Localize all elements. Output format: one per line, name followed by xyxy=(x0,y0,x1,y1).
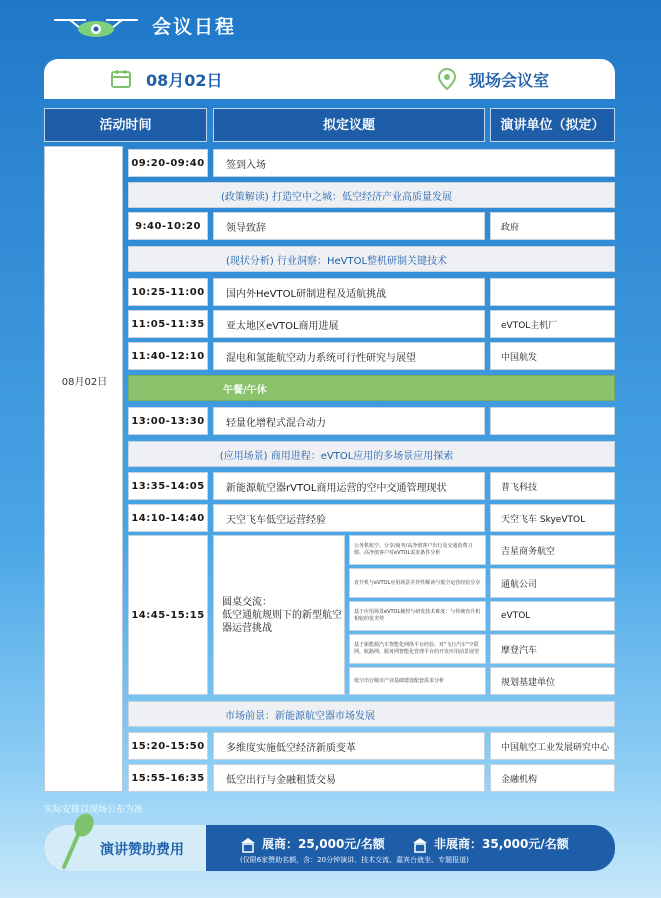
roundtable-speaker: 摩登汽车 xyxy=(490,634,615,664)
row-time: 13:35-14:05 xyxy=(128,472,208,500)
microphone-icon xyxy=(54,811,98,869)
roundtable-title-line: 圆桌交流： xyxy=(222,596,272,608)
roundtable-subtopic: 低空出行城市产业基础建设配套需求分析 xyxy=(349,667,486,695)
day-label: 08月02日 xyxy=(61,377,108,388)
row-topic: 混电和氢能航空动力系统可行性研究与展望 xyxy=(213,342,485,370)
section-header: (应用场景) 商用进程：eVTOL应用的多场景应用探索 xyxy=(128,441,615,467)
section-header: (政策解读) 打造空中之城：低空经济产业高质量发展 xyxy=(128,182,615,208)
row-time: 15:20-15:50 xyxy=(128,732,208,760)
row-time: 10:25-11:00 xyxy=(128,278,208,306)
row-speaker xyxy=(490,278,615,306)
roundtable-subtopic: 直升机与eVTOL应用场景差异性解读与低空运营经验分享 xyxy=(349,568,486,598)
row-topic: 多维度实施低空经济新质变革 xyxy=(213,732,485,760)
column-header-speaker: 演讲单位（拟定） xyxy=(490,108,615,142)
page-header xyxy=(0,0,661,52)
roundtable-subtopic: 公务机航空、分享/商务/高净值客户出行及交通消费习惯、高净值客户对eVTOL需求条件分析 xyxy=(349,535,486,565)
event-location: 现场会议室 xyxy=(469,71,550,90)
sponsor-bar xyxy=(44,825,615,871)
roundtable-title-line: 低空通航规则下的新型航空 xyxy=(222,609,342,621)
row-time: 09:20-09:40 xyxy=(128,149,208,177)
day-column xyxy=(44,146,123,792)
row-topic: 领导致辞 xyxy=(213,212,485,240)
roundtable-time: 14:45-15:15 xyxy=(128,535,208,695)
roundtable-title xyxy=(213,535,345,695)
row-time: 13:00-13:30 xyxy=(128,407,208,435)
row-speaker: 天空飞车 SkyeVTOL xyxy=(490,504,615,532)
sponsor-title: 演讲赞助费用 xyxy=(100,842,184,858)
row-topic: 亚太地区eVTOL商用进展 xyxy=(213,310,485,338)
row-topic: 天空飞车低空运营经验 xyxy=(213,504,485,532)
section-header: (现状分析) 行业洞察：HeVTOL整机研制关键技术 xyxy=(128,246,615,272)
row-time: 11:40-12:10 xyxy=(128,342,208,370)
roundtable-speaker: 通航公司 xyxy=(490,568,615,598)
roundtable-subtopic: 基于新能源汽车智能化网络平台经验，对"飞行汽车"空联网、航路网、服务网智能化管理平台的开发应用前景展望 xyxy=(349,634,486,664)
row-speaker: 中国航发 xyxy=(490,342,615,370)
row-time: 9:40-10:20 xyxy=(128,212,208,240)
schedule-note: 实际安排以现场公布为准 xyxy=(44,805,144,815)
calendar-icon xyxy=(111,69,131,89)
row-topic: 新能源航空器rVTOL商用运营的空中交通管理现状 xyxy=(213,472,485,500)
non-exhibitor-price: 非展商：35,000元/名额 xyxy=(434,837,569,851)
section-header: 市场前景：新能源航空器市场发展 xyxy=(128,701,615,727)
location-pin-icon xyxy=(437,68,457,90)
row-topic: 国内外HeVTOL研制进程及适航挑战 xyxy=(213,278,485,306)
column-header-time: 活动时间 xyxy=(44,108,207,142)
sponsor-note: (仅限6家赞助名额，含：20分钟演讲、技术交流、嘉宾台就坐、专题报道) xyxy=(240,856,469,864)
date-location-card xyxy=(44,59,615,99)
roundtable-speaker: eVTOL xyxy=(490,601,615,631)
row-speaker: 普飞科技 xyxy=(490,472,615,500)
row-speaker: 金融机构 xyxy=(490,764,615,792)
roundtable-speaker: 吉星商务航空 xyxy=(490,535,615,565)
row-time: 14:10-14:40 xyxy=(128,504,208,532)
row-topic: 签到入场 xyxy=(213,149,615,177)
row-time: 11:05-11:35 xyxy=(128,310,208,338)
roundtable-speaker: 规划基建单位 xyxy=(490,667,615,695)
row-topic: 轻量化增程式混合动力 xyxy=(213,407,485,435)
column-header-topic: 拟定议题 xyxy=(213,108,485,142)
row-speaker: 政府 xyxy=(490,212,615,240)
row-speaker xyxy=(490,407,615,435)
row-speaker: eVTOL主机厂 xyxy=(490,310,615,338)
exhibitor-price: 展商：25,000元/名额 xyxy=(262,837,385,851)
row-topic: 低空出行与金融租赁交易 xyxy=(213,764,485,792)
drone-icon xyxy=(50,14,142,40)
page-title: 会议日程 xyxy=(152,16,237,38)
booth-icon xyxy=(240,837,256,853)
roundtable-title-line: 器运营挑战 xyxy=(222,622,272,634)
row-speaker: 中国航空工业发展研究中心 xyxy=(490,732,615,760)
event-date: 08月02日 xyxy=(146,71,223,90)
booth-icon xyxy=(412,837,428,853)
row-time: 15:55-16:35 xyxy=(128,764,208,792)
roundtable-subtopic: 基于应用场景eVTOL操控与研发技术难度：与传统直升机相较的优劣势 xyxy=(349,601,486,631)
lunch-break-row: 午餐/午休 xyxy=(128,375,615,401)
